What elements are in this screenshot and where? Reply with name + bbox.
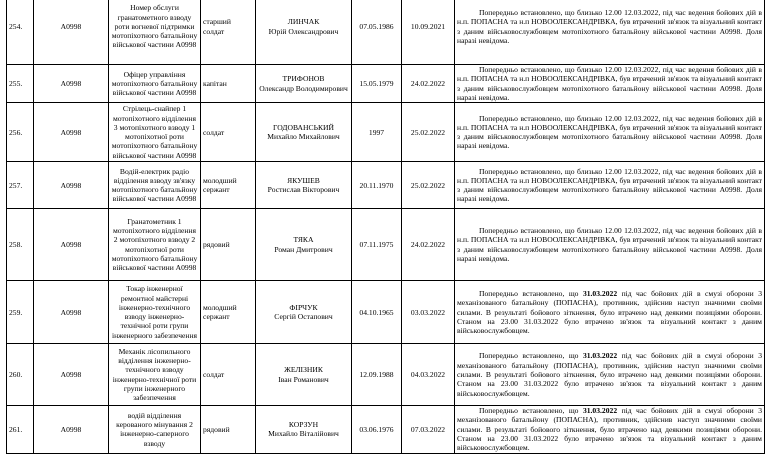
circumstances	[455, 406, 765, 453]
military-unit: A0998	[34, 209, 109, 281]
military-unit: A0998	[34, 162, 109, 209]
position: Механік лісопильного відділення інженерно-технічного взводу інженерно-технічної роти групи інженерного забезпечення	[109, 344, 201, 406]
last-name: ФІРЧУК	[289, 302, 318, 312]
rank: молодший сержант	[201, 281, 256, 344]
table-row	[7, 162, 765, 209]
position: Номер обслуги гранатометного взводу роти вогневої підтримки мотопіхотного батальйону військової частини A0998	[109, 0, 201, 65]
circumstances-text: Попередньо встановлено, що близько 12.00 12.03.2022, під час ведення бойових дій в н.п. ПОПАСНА та н.п НОВООЛЕКСАНДРІВКА, був втрачений зв'язок та візуальний контакт з даним військовослужбовцем мотопіхотного батальйону військової частини А0998. Доля наразі невідома.	[457, 65, 762, 102]
first-names: Олександр Володимирович	[259, 83, 348, 93]
rank: молодший сержант	[201, 162, 256, 209]
first-names: Михайло Віталійович	[268, 429, 339, 439]
full-name	[256, 0, 352, 65]
rank: рядовий	[201, 209, 256, 281]
circumstances	[455, 209, 765, 281]
full-name	[256, 162, 352, 209]
birth-date: 12.09.1988	[352, 344, 402, 406]
circumstances-date: 31.03.2022	[582, 288, 618, 298]
first-names: Юрій Олександрович	[268, 26, 339, 36]
birth-date: 20.11.1970	[352, 162, 402, 209]
missing-persons-table	[6, 0, 765, 454]
event-date: 10.09.2021	[402, 0, 455, 65]
row-number: 259.	[7, 281, 34, 344]
rank: рядовий	[201, 406, 256, 453]
event-date: 03.03.2022	[402, 281, 455, 344]
circumstances	[455, 162, 765, 209]
position: водій відділення керованого мінування 2 інженерно-саперного взводу	[109, 406, 201, 453]
first-names: Сергій Остапович	[274, 312, 333, 322]
full-name	[256, 281, 352, 344]
event-date: 24.02.2022	[402, 209, 455, 281]
table-row	[7, 0, 765, 65]
circumstances-text: Попередньо встановлено, що близько 12.00 12.03.2022, під час ведення бойових дій в н.п. ПОПАСНА та н.п НОВООЛЕКСАНДРІВКА, був втрачений зв'язок та візуальний контакт з даним військовослужбовцем мотопіхотного батальйону військової частини А0998. Доля наразі невідома.	[457, 166, 762, 204]
row-number: 257.	[7, 162, 34, 209]
row-number: 254.	[7, 0, 34, 65]
circumstances-date: 31.03.2022	[582, 406, 618, 416]
military-unit: A0998	[34, 103, 109, 162]
full-name	[256, 209, 352, 281]
circumstances-text-continued: під час бойових дій в смузі оборони 3 механізованого батальйону (ПОПАСНА), противник, здійснив наступ значними своїми силами. В результаті бойового зіткнення, було втрачено над деякими позиціями оборони. Станом на 23.00 31.03.2022 було втрачено зв'язок та візуальний контакт з даним військовослужбовцем.	[457, 351, 762, 398]
table-row	[7, 209, 765, 281]
event-date: 07.03.2022	[402, 406, 455, 453]
first-names: Ростислав Вікторович	[267, 185, 340, 195]
military-unit: A0998	[34, 0, 109, 65]
birth-date: 15.05.1979	[352, 65, 402, 103]
last-name: ТЯКА	[293, 235, 314, 245]
rank: солдат	[201, 344, 256, 406]
last-name: ЖЕЛІЗНИК	[284, 365, 323, 375]
circumstances-text: Попередньо встановлено, що	[479, 351, 583, 361]
circumstances	[455, 103, 765, 162]
military-unit: A0998	[34, 65, 109, 103]
circumstances-text-continued: під час бойових дій в смузі оборони 3 механізованого батальйону (ПОПАСНА), противник, здійснив наступ значними своїми силами. В результаті бойового зіткнення, було втрачено над деякими позиціями оборони. Станом на 23.00 31.03.2022 було втрачено зв'язок та візуальний контакт з даним військовослужбовцем.	[457, 406, 762, 453]
full-name	[256, 65, 352, 103]
event-date: 24.02.2022	[402, 65, 455, 103]
row-number: 255.	[7, 65, 34, 103]
birth-date: 07.05.1986	[352, 0, 402, 65]
table-row	[7, 344, 765, 406]
birth-date: 07.11.1975	[352, 209, 402, 281]
circumstances	[455, 65, 765, 103]
event-date: 04.03.2022	[402, 344, 455, 406]
circumstances	[455, 344, 765, 406]
first-names: Роман Дмитрович	[274, 244, 333, 254]
rank: капітан	[201, 65, 256, 103]
table-row	[7, 281, 765, 344]
rank: старший солдат	[201, 0, 256, 65]
position: Офіцер управління мотопіхотного батальйону військової частини A0998	[109, 65, 201, 103]
position: Водій-електрик радіо відділення взводу зв'язку мотопіхотного батальйону військової частини A0998	[109, 162, 201, 209]
table-row	[7, 103, 765, 162]
circumstances-date: 31.03.2022	[582, 351, 618, 361]
full-name	[256, 406, 352, 453]
first-names: Іван Романович	[278, 374, 329, 384]
circumstances-text: Попередньо встановлено, що близько 12.00 12.03.2022, під час ведення бойових дій в н.п. ПОПАСНА та н.п НОВООЛЕКСАНДРІВКА, був втрачений зв'язок та візуальний контакт з даним військовослужбовцем мотопіхотного батальйону військової частини А0998. Доля наразі невідома.	[457, 226, 762, 263]
circumstances-text: Попередньо встановлено, що	[479, 288, 583, 298]
row-number: 256.	[7, 103, 34, 162]
military-unit: A0998	[34, 344, 109, 406]
last-name: ЯКУШЕВ	[287, 175, 320, 185]
event-date: 25.02.2022	[402, 162, 455, 209]
position: Стрілець-снайпер 1 мотопіхотного відділення 3 мотопіхотного взводу 1 мотопіхотної роти мотопіхотного батальйону військової частини A0998	[109, 103, 201, 162]
rank: солдат	[201, 103, 256, 162]
last-name: ЛИНЧАК	[287, 17, 320, 27]
birth-date: 1997	[352, 103, 402, 162]
full-name	[256, 103, 352, 162]
first-names: Михайло Михайлович	[267, 132, 340, 142]
row-number: 258.	[7, 209, 34, 281]
birth-date: 03.06.1976	[352, 406, 402, 453]
birth-date: 04.10.1965	[352, 281, 402, 344]
table-row	[7, 65, 765, 103]
circumstances-text: Попередньо встановлено, що близько 12.00 12.03.2022, під час ведення бойових дій в н.п. ПОПАСНА та н.п НОВООЛЕКСАНДРІВКА, був втрачений зв'язок та візуальний контакт з даним військовослужбовцем мотопіхотного батальйону військової частини А0998. Доля наразі невідома.	[457, 7, 762, 45]
last-name: ТРИФОНОВ	[282, 74, 325, 84]
position: Гранатометник 1 мотопіхотного відділення 2 мотопіхотного взводу 2 мотопіхотної роти мотопіхотного батальйону військової частини A0998	[109, 209, 201, 281]
table-row	[7, 406, 765, 453]
circumstances-text: Попередньо встановлено, що близько 12.00 12.03.2022, під час ведення бойових дій в н.п. ПОПАСНА та н.п НОВООЛЕКСАНДРІВКА, був втрачений зв'язок та візуальний контакт з даним військовослужбовцем мотопіхотного батальйону військової частини А0998. Доля наразі невідома.	[457, 113, 762, 151]
circumstances	[455, 0, 765, 65]
military-unit: A0998	[34, 406, 109, 453]
position: Токар інженерної ремонтної майстерні інженерно-технічного взводу інженерно-технічної роти групи інженерного забезпечення	[109, 281, 201, 344]
row-number: 260.	[7, 344, 34, 406]
last-name: ГОДОВАНСЬКИЙ	[273, 122, 334, 132]
event-date: 25.02.2022	[402, 103, 455, 162]
military-unit: A0998	[34, 281, 109, 344]
circumstances-text-continued: під час бойових дій в смузі оборони 3 механізованого батальйону (ПОПАСНА), противник, здійснив наступ значними своїми силами. В результаті бойового зіткнення, було втрачено над деякими позиціями оборони. Станом на 23.00 31.03.2022 було втрачено зв'язок та візуальний контакт з даним військовослужбовцем.	[457, 288, 762, 336]
circumstances-text: Попередньо встановлено, що	[479, 406, 583, 416]
last-name: КОРЗУН	[288, 420, 319, 430]
circumstances	[455, 281, 765, 344]
full-name	[256, 344, 352, 406]
row-number: 261.	[7, 406, 34, 453]
